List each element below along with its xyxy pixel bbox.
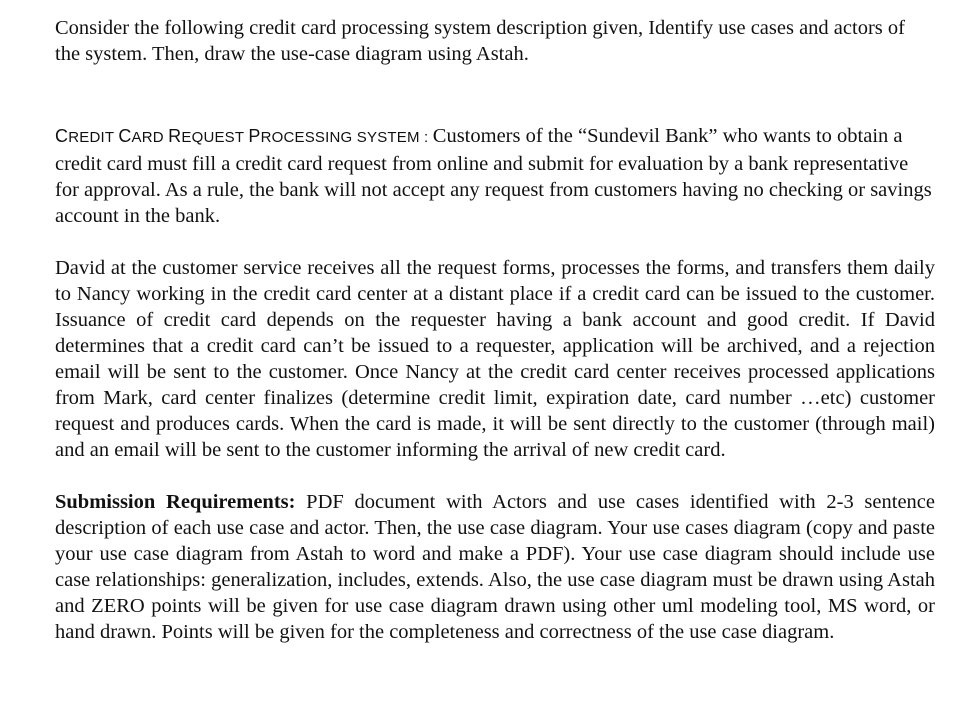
heading-initial: P — [248, 126, 261, 146]
system-description-paragraph — [55, 123, 935, 229]
heading-initial: R — [168, 126, 182, 146]
story-text: David at the customer service receives all the request forms, processes the forms, and transfers them daily to Nancy working in the credit card center at a distant place if a credit card can be issued to the customer. Issuance of credit card depends on the requester having a bank account and good credit. If David determines that a credit card can’t be issued to a requester, application will be archived, and a rejection email will be sent to the customer. Once Nancy at the credit card center receives processed applications from Mark, card center finalizes (determine credit limit, expiration date, card number …etc) customer request and produces cards. When the card is made, it will be sent directly to the customer (through mail) and an email will be sent to the customer informing the arrival of new credit card. — [55, 257, 935, 461]
heading-initial: C — [55, 126, 69, 146]
submission-label: Submission Requirements: — [55, 491, 296, 513]
submission-text: PDF document with Actors and use cases identified with 2-3 sentence description of each use case and actor. Then, the use case diagram. Your use cases diagram (copy and paste your use case diagram from Astah to word and make a PDF). Your use case diagram should include use case relationships: generalization, includes, extends. Also, the use case diagram must be drawn using Astah and ZERO points will be given for use case diagram drawn using other uml modeling tool, MS word, or hand drawn. Points will be given for the completeness and correctness of the use case diagram. — [55, 491, 935, 643]
heading-rest: REDIT — [68, 129, 114, 146]
system-text: Customers of the “Sundevil Bank” who wants to obtain a credit card must fill a credit card request from online and submit for evaluation by a bank representative for approval. As a rule, the bank will not accept any request from customers having no checking or savings account in the bank. — [55, 125, 932, 227]
heading-rest: ROCESSING — [260, 129, 353, 146]
document-page — [55, 15, 935, 645]
intro-paragraph — [55, 15, 935, 67]
heading-word: SYSTEM — [356, 129, 420, 146]
process-story-paragraph — [55, 255, 935, 463]
heading-colon: : — [419, 129, 433, 146]
intro-text: Consider the following credit card processing system description given, Identify use cases and actors of the system. Then, draw the use-case diagram using Astah. — [55, 17, 905, 65]
system-heading — [55, 126, 433, 146]
heading-initial: C — [118, 126, 132, 146]
heading-rest: ARD — [131, 129, 164, 146]
submission-requirements-paragraph — [55, 489, 935, 645]
heading-rest: EQUEST — [181, 129, 244, 146]
